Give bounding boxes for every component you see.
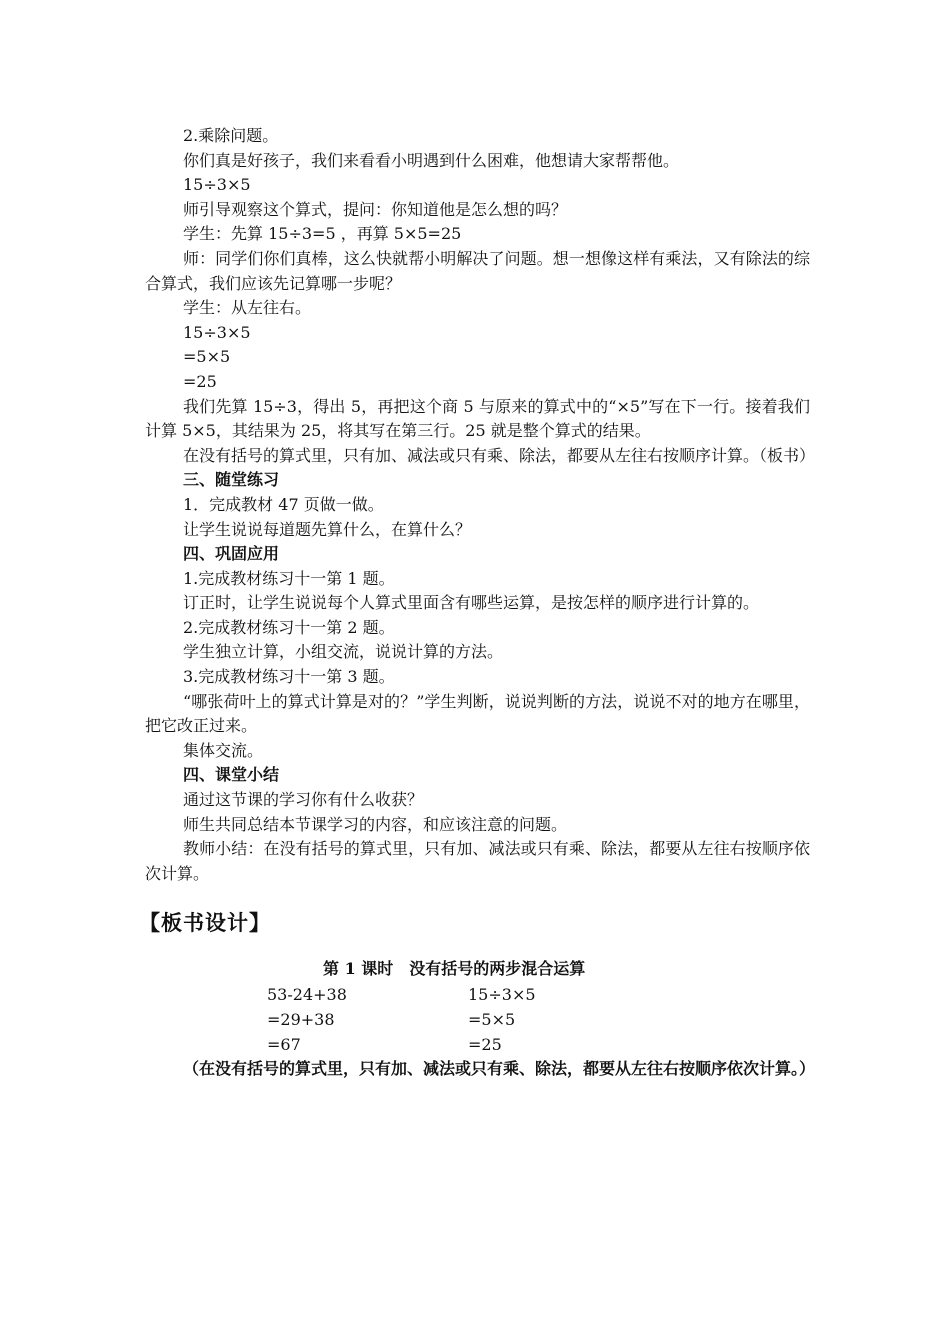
- paragraph: 我们先算 15÷3，得出 5，再把这个商 5 与原来的算式中的“×5”写在下一行。接着我们计算 5×5，其结果为 25，将其写在第三行。25 就是整个算式的结果。: [145, 396, 810, 441]
- calculation-multiplication-division: [468, 982, 536, 1057]
- lesson-body: [145, 124, 816, 886]
- board-calculations: [145, 982, 810, 1057]
- paragraph: 让学生说说每道题先算什么，在算什么？: [183, 519, 472, 539]
- calc-line: =5×5: [468, 1010, 516, 1030]
- paragraph: 学生：从左往右。: [183, 298, 312, 318]
- paragraph: 2.完成教材练习十一第 2 题。: [183, 617, 395, 637]
- board-design-heading: 【板书设计】: [139, 910, 271, 936]
- calc-line: 53-24+38: [267, 985, 347, 1005]
- calc-line: =67: [267, 1035, 301, 1055]
- paragraph: 师生共同总结本节课学习的内容，和应该注意的问题。: [183, 814, 568, 834]
- paragraph: 师引导观察这个算式，提问：你知道他是怎么想的吗？: [183, 199, 568, 219]
- section-heading: 四、课堂小结: [183, 765, 280, 785]
- calc-line: 15÷3×5: [468, 985, 536, 1005]
- paragraph: 教师小结：在没有括号的算式里，只有加、减法或只有乘、除法，都要从左往右按顺序依次计算。: [145, 839, 810, 883]
- calc-line: =29+38: [267, 1010, 335, 1030]
- paragraph: 15÷3×5: [183, 322, 251, 342]
- board-title: 第 1 课时 没有括号的两步混合运算: [323, 959, 586, 979]
- paragraph: 15÷3×5: [183, 175, 251, 195]
- paragraph: “哪张荷叶上的算式计算是对的？”学生判断，说说判断的方法，说说不对的地方在哪里，把它改正过来。: [145, 691, 810, 736]
- paragraph: 在没有括号的算式里，只有加、减法或只有乘、除法，都要从左往右按顺序计算。（板书）: [183, 445, 816, 465]
- paragraph: 3.完成教材练习十一第 3 题。: [183, 667, 395, 687]
- paragraph: 1.完成教材练习十一第 1 题。: [183, 568, 395, 588]
- paragraph: 2.乘除问题。: [183, 126, 279, 145]
- document-content: [139, 124, 816, 1082]
- paragraph: 师：同学们你们真棒，这么快就帮小明解决了问题。想一想像这样有乘法，又有除法的综合算式，我们应该先记算哪一步呢？: [145, 248, 810, 293]
- paragraph: 你们真是好孩子，我们来看看小明遇到什么困难，他想请大家帮帮他。: [183, 150, 680, 170]
- calculation-addition-subtraction: [267, 982, 347, 1057]
- paragraph: 集体交流。: [183, 740, 264, 760]
- paragraph: 订正时，让学生说说每个人算式里面含有哪些运算，是按怎样的顺序进行计算的。: [183, 593, 760, 613]
- paragraph: =5×5: [183, 347, 231, 367]
- paragraph: 1．完成教材 47 页做一做。: [183, 494, 384, 514]
- section-heading: 四、巩固应用: [183, 544, 280, 564]
- section-heading: 三、随堂练习: [183, 470, 280, 490]
- paragraph: 通过这节课的学习你有什么收获？: [183, 790, 424, 810]
- paragraph: 学生：先算 15÷3=5 ，再算 5×5=25: [183, 224, 462, 244]
- paragraph: 学生独立计算，小组交流，说说计算的方法。: [183, 642, 504, 662]
- calc-line: =25: [468, 1035, 502, 1055]
- board-note: （在没有括号的算式里，只有加、减法或只有乘、除法，都要从左往右按顺序依次计算。）: [183, 1059, 816, 1079]
- paragraph: =25: [183, 371, 217, 391]
